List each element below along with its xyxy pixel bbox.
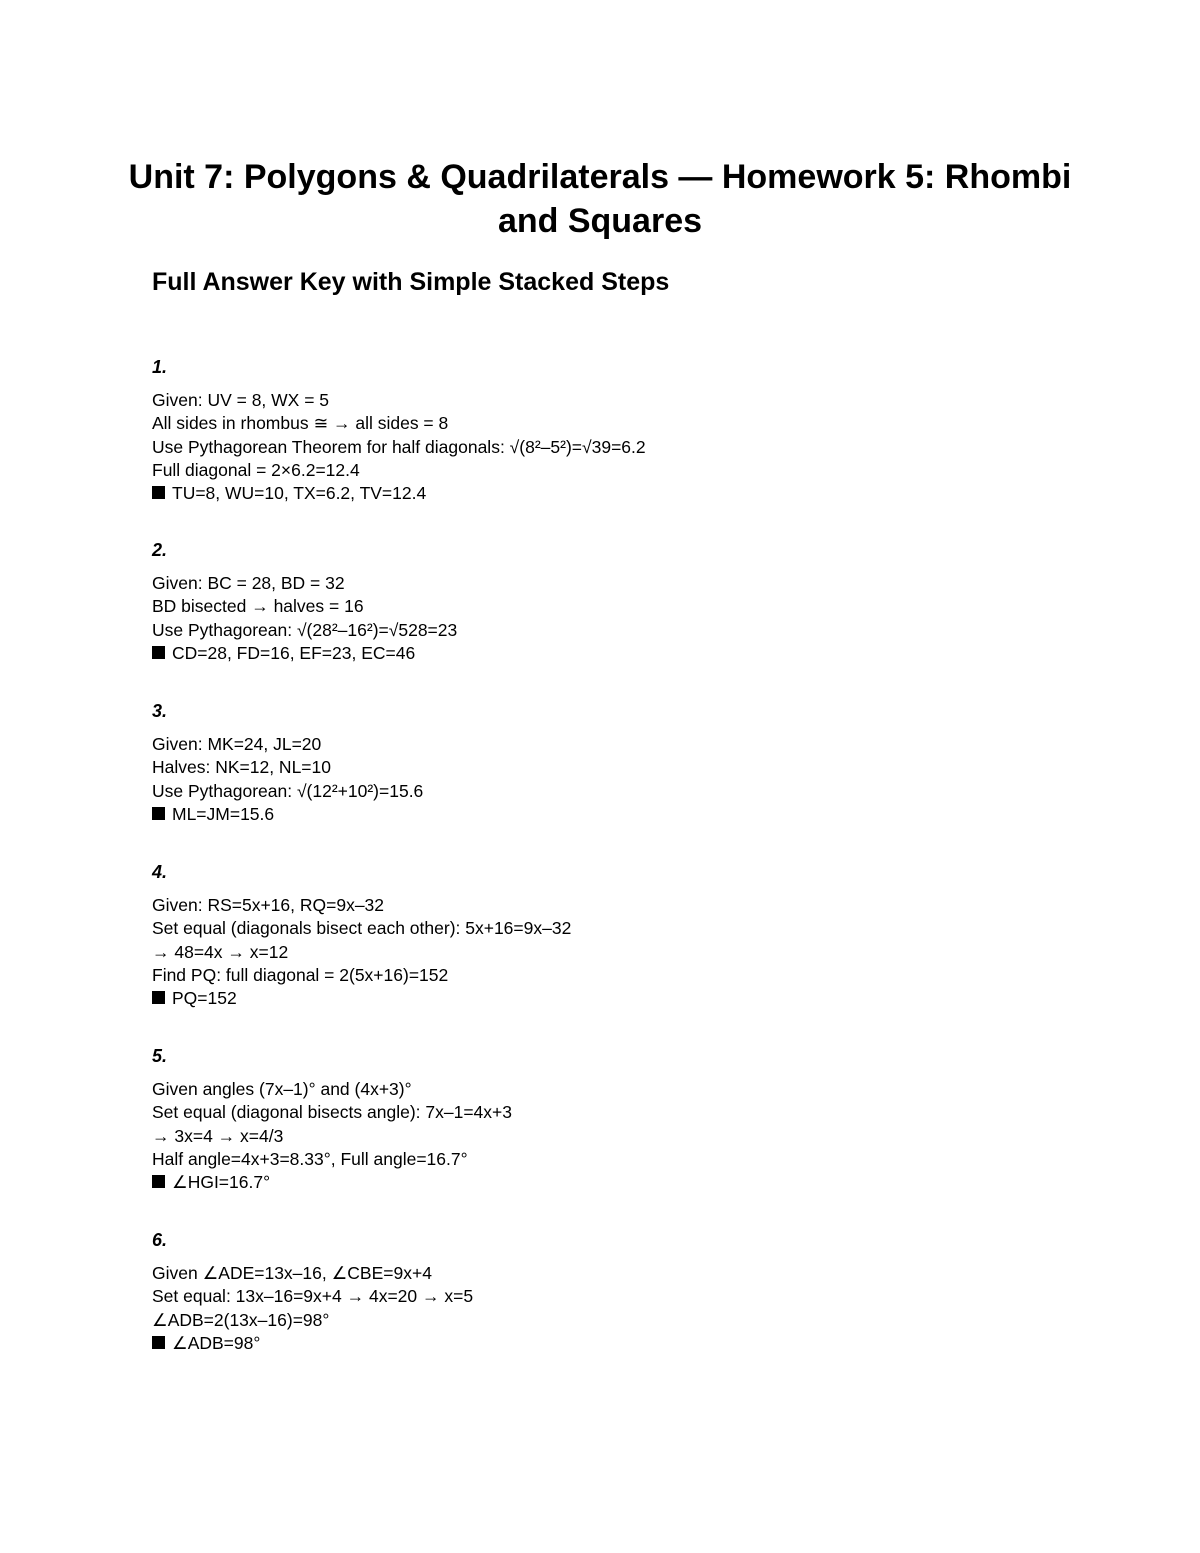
step: Halves: NK=12, NL=10 bbox=[152, 757, 331, 778]
step: Set equal (diagonals bisect each other): 5x+16=9x–32 bbox=[152, 918, 572, 939]
step: Given: MK=24, JL=20 bbox=[152, 734, 322, 754]
step: ∠ADB=2(13x–16)=98° bbox=[152, 1309, 330, 1330]
problem-number: 4. bbox=[152, 862, 168, 882]
step: Use Pythagorean: √(12²+10²)=15.6 bbox=[152, 780, 424, 801]
answer-line bbox=[152, 1171, 1052, 1194]
answer-text: ML=JM=15.6 bbox=[172, 803, 275, 824]
step: Given: BC = 28, BD = 32 bbox=[152, 573, 345, 593]
filled-square-icon bbox=[152, 807, 165, 820]
problem-5 bbox=[152, 1044, 1052, 1194]
page-title: Unit 7: Polygons & Quadrilaterals — Homework 5: Rhombi and Squares bbox=[128, 158, 1072, 240]
step: → 48=4x → x=12 bbox=[152, 941, 289, 962]
problem-number: 5. bbox=[152, 1046, 168, 1066]
answer-line bbox=[152, 803, 1052, 826]
step: BD bisected → halves = 16 bbox=[152, 596, 364, 617]
answer-line bbox=[152, 642, 1052, 665]
answer-text: ∠HGI=16.7° bbox=[172, 1172, 271, 1193]
step: Use Pythagorean Theorem for half diagonals: √(8²–5²)=√39=6.2 bbox=[152, 436, 646, 457]
page-subtitle: Full Answer Key with Simple Stacked Steps bbox=[152, 268, 670, 296]
filled-square-icon bbox=[152, 991, 165, 1004]
answer-text: ∠ADB=98° bbox=[172, 1332, 261, 1353]
answer-text: PQ=152 bbox=[172, 988, 237, 1009]
step: Use Pythagorean: √(28²–16²)=√528=23 bbox=[152, 619, 458, 640]
problem-number: 1. bbox=[152, 357, 168, 377]
problem-6 bbox=[152, 1228, 1052, 1355]
filled-square-icon bbox=[152, 1175, 165, 1188]
filled-square-icon bbox=[152, 486, 165, 499]
problem-1 bbox=[152, 355, 1052, 505]
answer-text: TU=8, WU=10, TX=6.2, TV=12.4 bbox=[172, 483, 427, 504]
problem-number: 2. bbox=[152, 540, 168, 560]
problem-number: 6. bbox=[152, 1230, 168, 1250]
answer-line bbox=[152, 482, 1052, 505]
step: Full diagonal = 2×6.2=12.4 bbox=[152, 459, 360, 480]
problem-4 bbox=[152, 860, 1052, 1010]
step: Set equal: 13x–16=9x+4 → 4x=20 → x=5 bbox=[152, 1286, 474, 1307]
step: → 3x=4 → x=4/3 bbox=[152, 1125, 284, 1146]
step: Set equal (diagonal bisects angle): 7x–1=4x+3 bbox=[152, 1102, 512, 1123]
step: Find PQ: full diagonal = 2(5x+16)=152 bbox=[152, 964, 449, 985]
answer-text: CD=28, FD=16, EF=23, EC=46 bbox=[172, 642, 416, 663]
filled-square-icon bbox=[152, 1336, 165, 1349]
answer-line bbox=[152, 1332, 1052, 1355]
step: All sides in rhombus ≅ → all sides = 8 bbox=[152, 413, 449, 434]
step: Given: RS=5x+16, RQ=9x–32 bbox=[152, 895, 385, 915]
problem-number: 3. bbox=[152, 701, 168, 721]
step: Given: UV = 8, WX = 5 bbox=[152, 390, 330, 410]
filled-square-icon bbox=[152, 646, 165, 659]
step: Given angles (7x–1)° and (4x+3)° bbox=[152, 1079, 412, 1099]
problem-2 bbox=[152, 538, 1052, 665]
step: Half angle=4x+3=8.33°, Full angle=16.7° bbox=[152, 1148, 468, 1169]
step: Given ∠ADE=13x–16, ∠CBE=9x+4 bbox=[152, 1263, 432, 1283]
answer-line bbox=[152, 987, 1052, 1010]
problem-3 bbox=[152, 699, 1052, 826]
